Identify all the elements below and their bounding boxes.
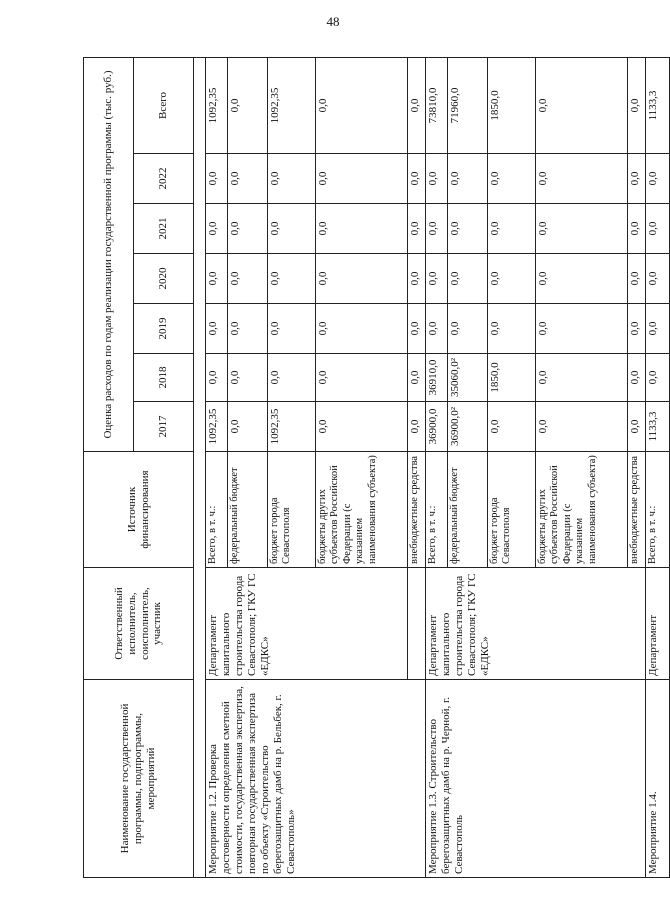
responsible-empty-cell: [408, 568, 426, 680]
value-cell: 0,0: [408, 154, 426, 204]
header-spacer-row: [194, 58, 206, 878]
source-cell: бюджет города Севастополя: [488, 452, 536, 568]
header-year: 2022: [134, 154, 194, 204]
value-cell: 0,0: [646, 304, 670, 354]
total-cell: 1092,35: [206, 58, 228, 154]
value-cell: 0,0: [268, 154, 316, 204]
value-cell: 0,0: [536, 204, 628, 254]
value-cell: 0,0: [646, 204, 670, 254]
value-cell: 0,0: [316, 304, 408, 354]
header-total: Всего: [134, 58, 194, 154]
value-cell: 0,0: [206, 354, 228, 402]
value-cell: 0,0: [206, 304, 228, 354]
event-responsible: Департамент капитального строительства города Севастополя; ГКУ ГС «ЕДКС»: [426, 568, 646, 680]
header-year: 2019: [134, 304, 194, 354]
table-row: [206, 58, 228, 878]
source-cell: Всего, в т. ч.:: [426, 452, 448, 568]
value-cell: 1092,35: [206, 402, 228, 452]
source-cell: внебюджетные средства: [408, 452, 426, 568]
value-cell: 0,0: [408, 304, 426, 354]
value-cell: 36910,0: [426, 354, 448, 402]
page-number: 48: [326, 14, 340, 29]
header-responsible: Ответственный исполнитель, соисполнитель, участник: [84, 568, 194, 680]
value-cell: 0,0: [426, 204, 448, 254]
value-cell: 0,0: [536, 304, 628, 354]
value-cell: 0,0: [206, 204, 228, 254]
source-cell: бюджеты других субъектов Российской Федерации (с указанием наименования субъекта): [536, 452, 628, 568]
value-cell: 0,0: [268, 354, 316, 402]
total-cell: 1092,35: [268, 58, 316, 154]
total-cell: 0,0: [628, 58, 646, 154]
value-cell: 0,0: [228, 204, 268, 254]
value-cell: 0,0: [536, 402, 628, 452]
source-cell: Всего, в т. ч.:: [206, 452, 228, 568]
total-cell: 1850,0: [488, 58, 536, 154]
value-cell: 0,0: [628, 154, 646, 204]
value-cell: 0,0: [268, 254, 316, 304]
source-cell: федеральный бюджет: [228, 452, 268, 568]
value-cell: 0,0: [316, 402, 408, 452]
value-cell: 0,0: [628, 402, 646, 452]
header-year: 2017: [134, 402, 194, 452]
value-cell: 0,0: [488, 304, 536, 354]
value-cell: 0,0: [408, 402, 426, 452]
value-cell: 0,0: [228, 402, 268, 452]
header-name: Наименование государственной программы, подпрограммы, мероприятий: [84, 680, 194, 878]
budget-table: [83, 57, 670, 878]
value-cell: 0,0: [448, 304, 488, 354]
value-cell: 0,0: [228, 354, 268, 402]
source-cell: внебюджетные средства: [628, 452, 646, 568]
header-estimate: Оценка расходов по годам реализации государственной программы (тыс. руб.): [84, 58, 134, 452]
header-year: 2020: [134, 254, 194, 304]
value-cell: 1133,3: [646, 402, 670, 452]
value-cell: 36900,0: [426, 402, 448, 452]
value-cell: 0,0: [316, 204, 408, 254]
value-cell: 1850,0: [488, 354, 536, 402]
value-cell: 0,0: [206, 254, 228, 304]
value-cell: 0,0: [628, 304, 646, 354]
value-cell: 0,0: [228, 254, 268, 304]
value-cell: 0,0: [228, 154, 268, 204]
value-cell: 0,0: [228, 304, 268, 354]
event-name: Мероприятие 1.3. Строительство берегозащитных дамб на р. Черной, г. Севастополь: [426, 680, 646, 878]
source-cell: федеральный бюджет: [448, 452, 488, 568]
total-cell: 0,0: [316, 58, 408, 154]
rotated-page: [83, 58, 659, 878]
value-cell: 0,0: [316, 254, 408, 304]
total-cell: 73810,0: [426, 58, 448, 154]
value-cell: 0,0: [448, 254, 488, 304]
event-responsible: Департамент: [646, 568, 670, 680]
value-cell: 0,0: [268, 304, 316, 354]
value-cell: 0,0: [426, 154, 448, 204]
value-cell: 0,0: [408, 254, 426, 304]
value-cell: 0,0: [628, 354, 646, 402]
total-cell: 71960,0: [448, 58, 488, 154]
value-cell: 0,0: [448, 154, 488, 204]
header-year: 2021: [134, 204, 194, 254]
value-cell: 0,0: [408, 204, 426, 254]
total-cell: 0,0: [228, 58, 268, 154]
value-cell: 0,0: [488, 154, 536, 204]
value-cell: 0,0: [536, 354, 628, 402]
value-cell: 0,0: [448, 204, 488, 254]
value-cell: 0,0: [628, 254, 646, 304]
value-cell: 0,0: [646, 354, 670, 402]
table-row: [426, 58, 448, 878]
value-cell: 0,0: [268, 204, 316, 254]
value-cell: 0,0: [488, 254, 536, 304]
value-cell: 0,0: [488, 204, 536, 254]
source-cell: бюджеты других субъектов Российской Федерации (с указанием наименования субъекта): [316, 452, 408, 568]
value-cell: 36900,0²: [448, 402, 488, 452]
table-row: [646, 58, 670, 878]
value-cell: 0,0: [646, 254, 670, 304]
value-cell: 0,0: [316, 154, 408, 204]
value-cell: 35060,0²: [448, 354, 488, 402]
header-year: 2018: [134, 354, 194, 402]
value-cell: 0,0: [628, 204, 646, 254]
event-responsible: Департамент капитального строительства города Севастополя; ГКУ ГС «ЕДКС»: [206, 568, 408, 680]
event-name: Мероприятие 1.2. Проверка достоверности определения сметной стоимости, государственная экспертиза, повторная государственная экспертиза по объекту «Строительство берегозащитных дамб на р. Бельбек, г. Севастополь»: [206, 680, 426, 878]
value-cell: 0,0: [206, 154, 228, 204]
total-cell: 0,0: [536, 58, 628, 154]
value-cell: 0,0: [408, 354, 426, 402]
value-cell: 0,0: [426, 304, 448, 354]
value-cell: 0,0: [316, 354, 408, 402]
total-cell: 1133,3: [646, 58, 670, 154]
total-cell: 0,0: [408, 58, 426, 154]
value-cell: 0,0: [426, 254, 448, 304]
event-name: Мероприятие 1.4.: [646, 680, 670, 878]
value-cell: 0,0: [536, 254, 628, 304]
value-cell: 1092,35: [268, 402, 316, 452]
value-cell: 0,0: [536, 154, 628, 204]
value-cell: 0,0: [646, 154, 670, 204]
header-source: Источник финансирования: [84, 452, 194, 568]
value-cell: 0,0: [488, 402, 536, 452]
source-cell: бюджет города Севастополя: [268, 452, 316, 568]
source-cell: Всего, в т. ч.:: [646, 452, 670, 568]
